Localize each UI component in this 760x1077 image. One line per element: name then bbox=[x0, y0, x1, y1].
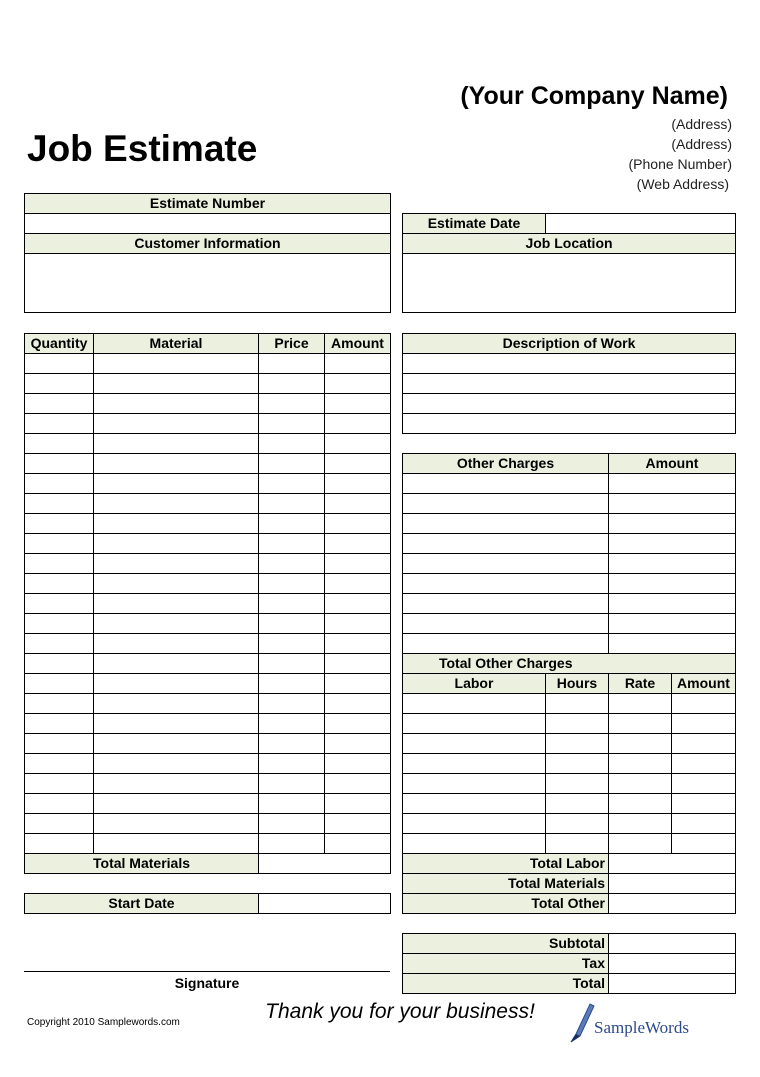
material-row-cell[interactable] bbox=[325, 514, 391, 534]
material-row-cell[interactable] bbox=[259, 834, 325, 854]
material-row-cell[interactable] bbox=[25, 454, 94, 474]
material-row-cell[interactable] bbox=[325, 374, 391, 394]
material-row-cell[interactable] bbox=[325, 794, 391, 814]
labor-row bbox=[403, 694, 736, 714]
material-row-cell[interactable] bbox=[325, 774, 391, 794]
samplewords-logo bbox=[568, 998, 708, 1048]
material-row-cell[interactable] bbox=[259, 474, 325, 494]
material-row-cell[interactable] bbox=[259, 754, 325, 774]
material-row-cell[interactable] bbox=[25, 594, 94, 614]
material-row-cell[interactable] bbox=[25, 414, 94, 434]
labor-row-cell[interactable] bbox=[546, 814, 609, 834]
material-row-cell[interactable] bbox=[94, 594, 259, 614]
material-row-cell[interactable] bbox=[25, 814, 94, 834]
material-row-cell[interactable] bbox=[325, 814, 391, 834]
description-table bbox=[402, 333, 736, 434]
material-row-cell[interactable] bbox=[94, 494, 259, 514]
material-row-cell[interactable] bbox=[325, 554, 391, 574]
labor-row-cell[interactable] bbox=[672, 754, 736, 774]
material-row bbox=[25, 494, 391, 514]
other-charge-row-cell[interactable] bbox=[403, 634, 609, 654]
material-row-cell[interactable] bbox=[259, 634, 325, 654]
labor-row bbox=[403, 834, 736, 854]
material-row-cell[interactable] bbox=[325, 834, 391, 854]
labor-row bbox=[403, 814, 736, 834]
labor-row-cell[interactable] bbox=[672, 694, 736, 714]
material-row-cell[interactable] bbox=[325, 754, 391, 774]
material-row bbox=[25, 714, 391, 734]
material-row-cell[interactable] bbox=[94, 674, 259, 694]
other-charge-row bbox=[403, 554, 736, 574]
other-charge-row-cell[interactable] bbox=[403, 474, 609, 494]
material-row bbox=[25, 694, 391, 714]
description-row[interactable] bbox=[403, 374, 736, 394]
material-row-cell[interactable] bbox=[325, 674, 391, 694]
total-field[interactable] bbox=[609, 974, 736, 994]
job-location-field[interactable] bbox=[403, 254, 736, 313]
material-row-cell[interactable] bbox=[94, 394, 259, 414]
labor-row-cell[interactable] bbox=[403, 834, 546, 854]
material-row-cell[interactable] bbox=[94, 834, 259, 854]
labor-row-cell[interactable] bbox=[672, 774, 736, 794]
material-row-cell[interactable] bbox=[25, 714, 94, 734]
material-row bbox=[25, 374, 391, 394]
material-row-cell[interactable] bbox=[259, 414, 325, 434]
other-charge-row-cell[interactable] bbox=[609, 614, 736, 634]
total-other-charges-field[interactable] bbox=[609, 654, 736, 674]
material-row-cell[interactable] bbox=[325, 494, 391, 514]
material-row-cell[interactable] bbox=[25, 534, 94, 554]
labor-row-cell[interactable] bbox=[609, 794, 672, 814]
material-row-cell[interactable] bbox=[325, 634, 391, 654]
labor-row-cell[interactable] bbox=[403, 734, 546, 754]
thank-you-text: Thank you for your business! bbox=[265, 1000, 535, 1023]
material-row-cell[interactable] bbox=[259, 714, 325, 734]
other-charge-row bbox=[403, 494, 736, 514]
material-row-cell[interactable] bbox=[259, 554, 325, 574]
estimate-number-field[interactable] bbox=[25, 214, 391, 234]
material-row-cell[interactable] bbox=[25, 394, 94, 414]
material-row-cell[interactable] bbox=[25, 654, 94, 674]
estimate-date-label: Estimate Date bbox=[403, 214, 546, 234]
material-row-cell[interactable] bbox=[259, 374, 325, 394]
other-charges-header: Other Charges bbox=[403, 454, 609, 474]
material-row bbox=[25, 434, 391, 454]
estimate-number-label: Estimate Number bbox=[25, 194, 391, 214]
copyright-text: Copyright 2010 Samplewords.com bbox=[27, 1017, 180, 1028]
material-row-cell[interactable] bbox=[25, 754, 94, 774]
material-row-cell[interactable] bbox=[94, 474, 259, 494]
material-row-cell[interactable] bbox=[325, 434, 391, 454]
labor-row-cell[interactable] bbox=[546, 774, 609, 794]
material-row-cell[interactable] bbox=[25, 374, 94, 394]
total-materials-field[interactable] bbox=[259, 854, 391, 874]
material-row-cell[interactable] bbox=[94, 374, 259, 394]
labor-amount-header: Amount bbox=[672, 674, 736, 694]
other-charge-row-cell[interactable] bbox=[403, 614, 609, 634]
total-materials-summary-field[interactable] bbox=[609, 874, 736, 894]
phone-number: (Phone Number) bbox=[628, 156, 732, 172]
material-row-cell[interactable] bbox=[94, 634, 259, 654]
customer-info-table bbox=[24, 193, 391, 313]
labor-row-cell[interactable] bbox=[403, 754, 546, 774]
address-line-1: (Address) bbox=[671, 116, 732, 132]
other-charge-row-cell[interactable] bbox=[609, 494, 736, 514]
material-row bbox=[25, 534, 391, 554]
labor-row-cell[interactable] bbox=[403, 794, 546, 814]
labor-row-cell[interactable] bbox=[609, 774, 672, 794]
material-row-cell[interactable] bbox=[94, 514, 259, 534]
material-row-cell[interactable] bbox=[259, 734, 325, 754]
labor-row-cell[interactable] bbox=[403, 694, 546, 714]
total-other-charges-label: Total Other Charges bbox=[403, 654, 609, 674]
material-row-cell[interactable] bbox=[25, 734, 94, 754]
material-row bbox=[25, 814, 391, 834]
other-charge-row-cell[interactable] bbox=[609, 534, 736, 554]
other-charge-row-cell[interactable] bbox=[403, 494, 609, 514]
web-address: (Web Address) bbox=[636, 176, 729, 192]
material-row-cell[interactable] bbox=[325, 354, 391, 374]
material-row-cell[interactable] bbox=[94, 754, 259, 774]
material-row-cell[interactable] bbox=[259, 594, 325, 614]
material-row-cell[interactable] bbox=[325, 474, 391, 494]
material-row-cell[interactable] bbox=[259, 614, 325, 634]
material-row-cell[interactable] bbox=[25, 514, 94, 534]
description-of-work-header: Description of Work bbox=[403, 334, 736, 354]
start-date-label: Start Date bbox=[25, 894, 259, 914]
other-charge-row-cell[interactable] bbox=[609, 554, 736, 574]
labor-row-cell[interactable] bbox=[546, 834, 609, 854]
material-row bbox=[25, 794, 391, 814]
material-row-cell[interactable] bbox=[325, 574, 391, 594]
material-row-cell[interactable] bbox=[259, 694, 325, 714]
other-charge-row bbox=[403, 634, 736, 654]
material-row-cell[interactable] bbox=[25, 554, 94, 574]
labor-row-cell[interactable] bbox=[609, 714, 672, 734]
material-row-cell[interactable] bbox=[94, 574, 259, 594]
amount-header: Amount bbox=[325, 334, 391, 354]
hours-header: Hours bbox=[546, 674, 609, 694]
material-row bbox=[25, 574, 391, 594]
other-charge-row-cell[interactable] bbox=[403, 514, 609, 534]
tax-field[interactable] bbox=[609, 954, 736, 974]
labor-row-cell[interactable] bbox=[609, 754, 672, 774]
estimate-date-field[interactable] bbox=[546, 214, 736, 234]
material-row-cell[interactable] bbox=[325, 614, 391, 634]
job-location-label: Job Location bbox=[403, 234, 736, 254]
material-row-cell[interactable] bbox=[325, 694, 391, 714]
total-labor-label: Total Labor bbox=[403, 854, 609, 874]
job-location-table bbox=[402, 213, 736, 313]
subtotal-label: Subtotal bbox=[403, 934, 609, 954]
customer-information-field[interactable] bbox=[25, 254, 391, 313]
description-row[interactable] bbox=[403, 394, 736, 414]
other-charge-row bbox=[403, 534, 736, 554]
labor-row-cell[interactable] bbox=[672, 834, 736, 854]
other-charge-row-cell[interactable] bbox=[609, 574, 736, 594]
material-row-cell[interactable] bbox=[325, 594, 391, 614]
material-row bbox=[25, 634, 391, 654]
material-row-cell[interactable] bbox=[94, 774, 259, 794]
start-date-table bbox=[24, 893, 391, 914]
labor-row-cell[interactable] bbox=[403, 814, 546, 834]
other-charge-row bbox=[403, 614, 736, 634]
material-header: Material bbox=[94, 334, 259, 354]
labor-row-cell[interactable] bbox=[546, 694, 609, 714]
labor-row-cell[interactable] bbox=[672, 714, 736, 734]
other-charge-row bbox=[403, 514, 736, 534]
material-row-cell[interactable] bbox=[25, 674, 94, 694]
labor-row-cell[interactable] bbox=[609, 814, 672, 834]
material-row-cell[interactable] bbox=[94, 454, 259, 474]
material-row-cell[interactable] bbox=[259, 654, 325, 674]
material-row-cell[interactable] bbox=[259, 574, 325, 594]
material-row bbox=[25, 834, 391, 854]
price-header: Price bbox=[259, 334, 325, 354]
material-row-cell[interactable] bbox=[25, 614, 94, 634]
quantity-header: Quantity bbox=[25, 334, 94, 354]
labor-row bbox=[403, 714, 736, 734]
material-row-cell[interactable] bbox=[25, 834, 94, 854]
material-row-cell[interactable] bbox=[25, 574, 94, 594]
material-row-cell[interactable] bbox=[259, 394, 325, 414]
labor-row-cell[interactable] bbox=[546, 714, 609, 734]
other-charge-row-cell[interactable] bbox=[403, 554, 609, 574]
material-row-cell[interactable] bbox=[25, 774, 94, 794]
other-charge-row-cell[interactable] bbox=[609, 634, 736, 654]
material-row-cell[interactable] bbox=[94, 434, 259, 454]
material-row-cell[interactable] bbox=[325, 454, 391, 474]
other-charge-row-cell[interactable] bbox=[609, 594, 736, 614]
material-row bbox=[25, 514, 391, 534]
material-row-cell[interactable] bbox=[25, 694, 94, 714]
description-row[interactable] bbox=[403, 354, 736, 374]
material-row bbox=[25, 754, 391, 774]
material-row-cell[interactable] bbox=[25, 634, 94, 654]
labor-row-cell[interactable] bbox=[609, 834, 672, 854]
other-charge-row bbox=[403, 474, 736, 494]
labor-row-cell[interactable] bbox=[546, 734, 609, 754]
other-charge-row bbox=[403, 574, 736, 594]
labor-row bbox=[403, 754, 736, 774]
other-charge-row bbox=[403, 594, 736, 614]
labor-row bbox=[403, 794, 736, 814]
labor-row-cell[interactable] bbox=[403, 774, 546, 794]
total-labor-field[interactable] bbox=[609, 854, 736, 874]
material-row-cell[interactable] bbox=[325, 534, 391, 554]
grand-total-table bbox=[402, 933, 736, 994]
rate-header: Rate bbox=[609, 674, 672, 694]
labor-row-cell[interactable] bbox=[609, 694, 672, 714]
other-amount-header: Amount bbox=[609, 454, 736, 474]
description-row[interactable] bbox=[403, 414, 736, 434]
material-row-cell[interactable] bbox=[94, 354, 259, 374]
labor-table bbox=[402, 673, 736, 854]
material-row bbox=[25, 734, 391, 754]
other-charge-row-cell[interactable] bbox=[609, 474, 736, 494]
material-row-cell[interactable] bbox=[259, 534, 325, 554]
material-row-cell[interactable] bbox=[259, 814, 325, 834]
company-name: (Your Company Name) bbox=[460, 82, 728, 110]
material-row-cell[interactable] bbox=[325, 414, 391, 434]
material-row bbox=[25, 454, 391, 474]
material-row-cell[interactable] bbox=[94, 614, 259, 634]
labor-row-cell[interactable] bbox=[672, 814, 736, 834]
material-row bbox=[25, 414, 391, 434]
material-row-cell[interactable] bbox=[25, 794, 94, 814]
total-label: Total bbox=[403, 974, 609, 994]
materials-table bbox=[24, 333, 391, 874]
material-row bbox=[25, 614, 391, 634]
other-charge-row-cell[interactable] bbox=[403, 574, 609, 594]
material-row-cell[interactable] bbox=[94, 554, 259, 574]
material-row bbox=[25, 674, 391, 694]
material-row-cell[interactable] bbox=[259, 514, 325, 534]
other-charge-row-cell[interactable] bbox=[403, 594, 609, 614]
material-row bbox=[25, 774, 391, 794]
material-row-cell[interactable] bbox=[259, 354, 325, 374]
labor-row-cell[interactable] bbox=[546, 794, 609, 814]
total-other-field[interactable] bbox=[609, 894, 736, 914]
material-row-cell[interactable] bbox=[259, 674, 325, 694]
material-row-cell[interactable] bbox=[259, 494, 325, 514]
material-row-cell[interactable] bbox=[259, 774, 325, 794]
start-date-field[interactable] bbox=[259, 894, 391, 914]
material-row bbox=[25, 354, 391, 374]
page-title: Job Estimate bbox=[27, 128, 258, 169]
material-row-cell[interactable] bbox=[94, 714, 259, 734]
material-row-cell[interactable] bbox=[325, 394, 391, 414]
other-charge-row-cell[interactable] bbox=[609, 514, 736, 534]
total-materials-summary-label: Total Materials bbox=[403, 874, 609, 894]
material-row bbox=[25, 594, 391, 614]
signature-line[interactable] bbox=[24, 971, 390, 972]
material-row-cell[interactable] bbox=[94, 794, 259, 814]
material-row-cell[interactable] bbox=[325, 734, 391, 754]
total-other-label: Total Other bbox=[403, 894, 609, 914]
material-row bbox=[25, 554, 391, 574]
address-line-2: (Address) bbox=[671, 136, 732, 152]
customer-information-label: Customer Information bbox=[25, 234, 391, 254]
material-row bbox=[25, 474, 391, 494]
labor-header: Labor bbox=[403, 674, 546, 694]
material-row-cell[interactable] bbox=[25, 354, 94, 374]
labor-row-cell[interactable] bbox=[609, 734, 672, 754]
material-row-cell[interactable] bbox=[94, 694, 259, 714]
material-row-cell[interactable] bbox=[25, 494, 94, 514]
tax-label: Tax bbox=[403, 954, 609, 974]
labor-row bbox=[403, 734, 736, 754]
material-row-cell[interactable] bbox=[259, 794, 325, 814]
material-row-cell[interactable] bbox=[94, 814, 259, 834]
labor-row bbox=[403, 774, 736, 794]
signature-label: Signature bbox=[174, 975, 240, 991]
material-row-cell[interactable] bbox=[259, 454, 325, 474]
subtotal-field[interactable] bbox=[609, 934, 736, 954]
material-row-cell[interactable] bbox=[94, 534, 259, 554]
material-row-cell[interactable] bbox=[94, 734, 259, 754]
material-row-cell[interactable] bbox=[259, 434, 325, 454]
other-charges-table bbox=[402, 453, 736, 674]
labor-row-cell[interactable] bbox=[672, 794, 736, 814]
labor-row-cell[interactable] bbox=[403, 714, 546, 734]
material-row-cell[interactable] bbox=[25, 474, 94, 494]
material-row-cell[interactable] bbox=[94, 414, 259, 434]
total-materials-label: Total Materials bbox=[25, 854, 259, 874]
other-charge-row-cell[interactable] bbox=[403, 534, 609, 554]
material-row-cell[interactable] bbox=[325, 654, 391, 674]
material-row-cell[interactable] bbox=[94, 654, 259, 674]
material-row-cell[interactable] bbox=[25, 434, 94, 454]
logo-text: SampleWords bbox=[594, 1018, 689, 1037]
labor-row-cell[interactable] bbox=[672, 734, 736, 754]
labor-row-cell[interactable] bbox=[546, 754, 609, 774]
material-row bbox=[25, 394, 391, 414]
material-row-cell[interactable] bbox=[325, 714, 391, 734]
material-row bbox=[25, 654, 391, 674]
totals-table bbox=[402, 853, 736, 914]
